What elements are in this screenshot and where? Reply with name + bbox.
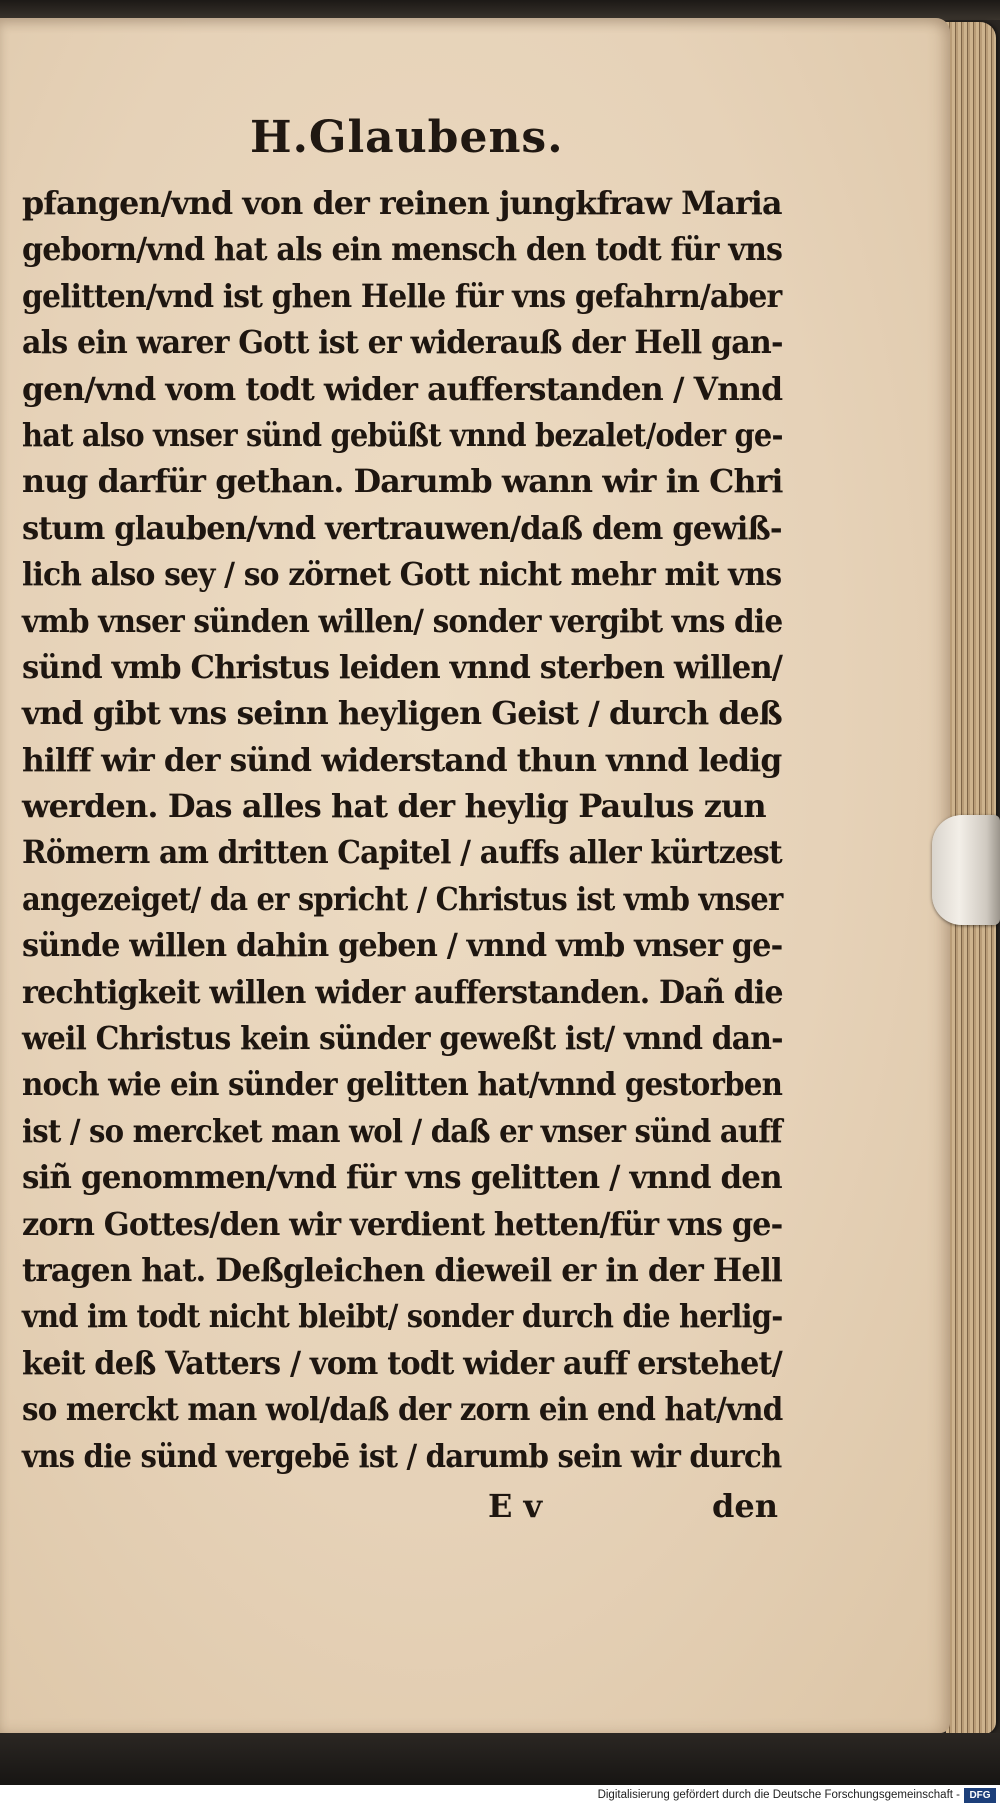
text-line: gelitten/vnd ist ghen Helle für vns gefahrn/aber xyxy=(22,276,782,315)
text-line: siñ genommen/vnd für vns gelitten / vnnd den xyxy=(22,1158,782,1197)
text-line: hat also vnser sünd gebüßt vnnd bezalet/oder ge- xyxy=(22,415,783,454)
text-line: so merckt man wol/daß der zorn ein end hat/vnd xyxy=(22,1390,783,1429)
text-line: noch wie ein sünder gelitten hat/vnnd gestorben xyxy=(22,1065,783,1104)
funding-notice: Digitalisierung gefördert durch die Deutsche Forschungsgemeinschaft - xyxy=(597,1789,960,1801)
text-line: rechtigkeit willen wider aufferstanden. Dañ die xyxy=(22,972,783,1011)
text-line: zorn Gottes/den wir verdient hetten/für vns ge- xyxy=(22,1204,783,1243)
text-line: angezeiget/ da er spricht / Christus ist vmb vnser xyxy=(22,879,783,918)
text-line: als ein warer Gott ist er widerauß der Hell gan- xyxy=(22,323,783,362)
dfg-logo: DFG xyxy=(964,1788,996,1803)
text-line: sünd vmb Christus leiden vnnd sterben willen/ xyxy=(22,647,783,686)
text-line: stum glauben/vnd vertrauwen/daß dem gewiß- xyxy=(22,508,782,547)
text-line: vmb vnser sünden willen/ sonder vergibt vns die xyxy=(22,601,783,640)
body-text xyxy=(22,180,782,1479)
text-line: sünde willen dahin geben / vnnd vmb vnser ge- xyxy=(22,926,783,965)
text-line: vns die sünd vergebē ist / darumb sein wir durch xyxy=(22,1436,782,1475)
catchword: den xyxy=(712,1487,778,1525)
top-shadow-band xyxy=(0,0,1000,20)
text-line: geborn/vnd hat als ein mensch den todt für vns xyxy=(22,230,783,269)
text-line: vnd gibt vns seinn heyligen Geist / durch deß xyxy=(22,694,782,733)
text-line: weil Christus kein sünder geweßt ist/ vnnd dan- xyxy=(22,1019,783,1058)
book-clasp xyxy=(932,815,1000,925)
text-line: Römern am dritten Capitel / auffs aller kürtzest xyxy=(22,833,782,872)
signature-mark: E v xyxy=(488,1487,543,1525)
text-line: keit deß Vatters / vom todt wider auff erstehet/ xyxy=(22,1343,782,1382)
text-line: nug darfür gethan. Darumb wann wir in Chri xyxy=(22,462,783,501)
text-line: tragen hat. Deßgleichen dieweil er in der Hell xyxy=(22,1250,782,1289)
text-line: gen/vnd vom todt wider aufferstanden / Vnnd xyxy=(22,369,783,408)
text-line: pfangen/vnd von der reinen jungkfraw Maria xyxy=(22,184,782,222)
bottom-shadow-band xyxy=(0,1733,1000,1785)
running-header: H.Glaubens. xyxy=(250,112,564,163)
footer-bar xyxy=(0,1785,1000,1807)
text-line: hilff wir der sünd widerstand thun vnnd ledig xyxy=(22,740,782,779)
text-line: ist / so mercket man wol / daß er vnser sünd auff xyxy=(22,1111,782,1150)
text-line: vnd im todt nicht bleibt/ sonder durch die herlig- xyxy=(22,1297,783,1336)
text-line: werden. Das alles hat der heylig Paulus zun xyxy=(22,787,766,826)
text-line: lich also sey / so zörnet Gott nicht mehr mit vns xyxy=(22,555,782,594)
